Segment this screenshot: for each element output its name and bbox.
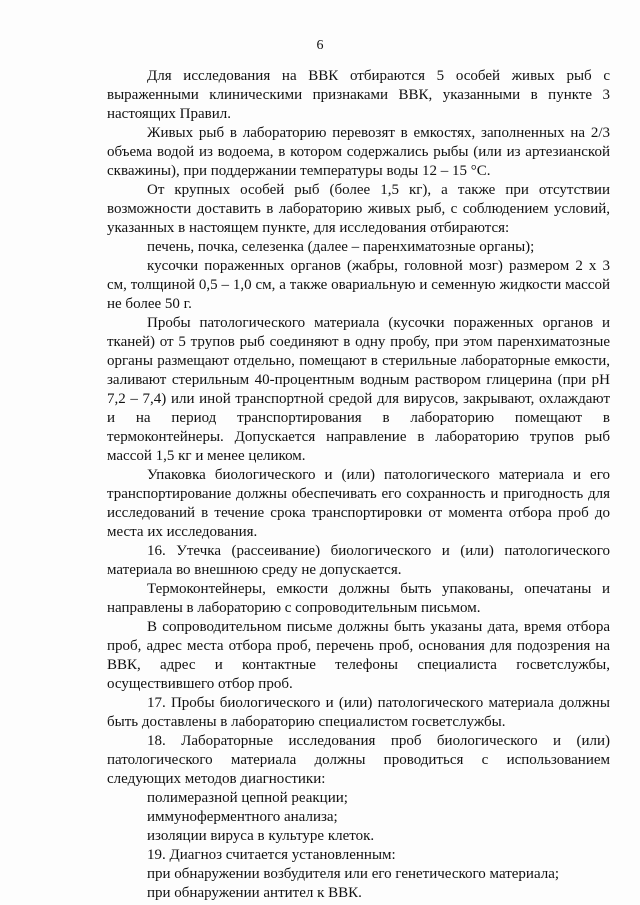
list-item: изоляции вируса в культуре клеток.: [147, 828, 375, 844]
paragraph: 16. Утечка (рассеивание) биологического и (или) патологического материала во внешнюю среду не допускается.: [107, 543, 610, 578]
list-item: при обнаружении возбудителя или его генетического материала;: [147, 866, 560, 882]
page-number: 6: [316, 38, 324, 53]
paragraph: 18. Лабораторные исследования проб биологического и (или) патологического материала должны проводиться с использованием следующих методов диагностики:: [107, 733, 610, 787]
paragraph: кусочки пораженных органов (жабры, головной мозг) размером 2 х 3 см, толщиной 0,5 – 1,0 см, а также овариальную и семенную жидкости массой не более 50 г.: [107, 258, 610, 312]
paragraph: От крупных особей рыб (более 1,5 кг), а также при отсутствии возможности доставить в лабораторию живых рыб, с соблюдением условий, указанных в настоящем пункте, для исследования отбираются:: [107, 182, 610, 236]
paragraph: В сопроводительном письме должны быть указаны дата, время отбора проб, адрес места отбора проб, перечень проб, основания для подозрения на ВВК, адрес и контактные телефоны специалиста госветслужбы, осуществившего отбор проб.: [107, 619, 610, 692]
document-body: [107, 67, 610, 903]
list-item: печень, почка, селезенка (далее – паренхиматозные органы);: [147, 239, 535, 255]
list-item: иммуноферментного анализа;: [147, 809, 338, 825]
list-item: полимеразной цепной реакции;: [147, 790, 348, 806]
paragraph: Термоконтейнеры, емкости должны быть упакованы, опечатаны и направлены в лабораторию с сопроводительным письмом.: [107, 581, 610, 616]
list-item: при обнаружении антител к ВВК.: [147, 885, 362, 901]
paragraph: Для исследования на ВВК отбираются 5 особей живых рыб с выраженными клиническими признаками ВВК, указанными в пункте 3 настоящих Правил.: [107, 68, 610, 122]
paragraph: 17. Пробы биологического и (или) патологического материала должны быть доставлены в лабораторию специалистом госветслужбы.: [107, 695, 610, 730]
paragraph: Пробы патологического материала (кусочки пораженных органов и тканей) от 5 трупов рыб соединяют в одну пробу, при этом паренхиматозные органы размещают отдельно, помещают в стерильные лабораторные емкости, заливают стерильным 40-процентным водным раствором глицерина (при рН 7,2 – 7,4) или иной транспортной средой для вирусов, закрывают, охлаждают и на период транспортирования в лабораторию помещают в термоконтейнеры. Допускается направление в лабораторию трупов рыб массой 1,5 кг и менее целиком.: [107, 315, 610, 464]
list-item: 19. Диагноз считается установленным:: [147, 847, 396, 863]
paragraph: Живых рыб в лабораторию перевозят в емкостях, заполненных на 2/3 объема водой из водоема, в котором содержались рыбы (или из артезианской скважины), при поддержании температуры воды 12 – 15 °С.: [107, 125, 610, 179]
paragraph: Упаковка биологического и (или) патологического материала и его транспортирование должны обеспечивать его сохранность и пригодность для исследований в течение срока транспортировки от момента отбора проб до места их исследования.: [107, 467, 610, 540]
